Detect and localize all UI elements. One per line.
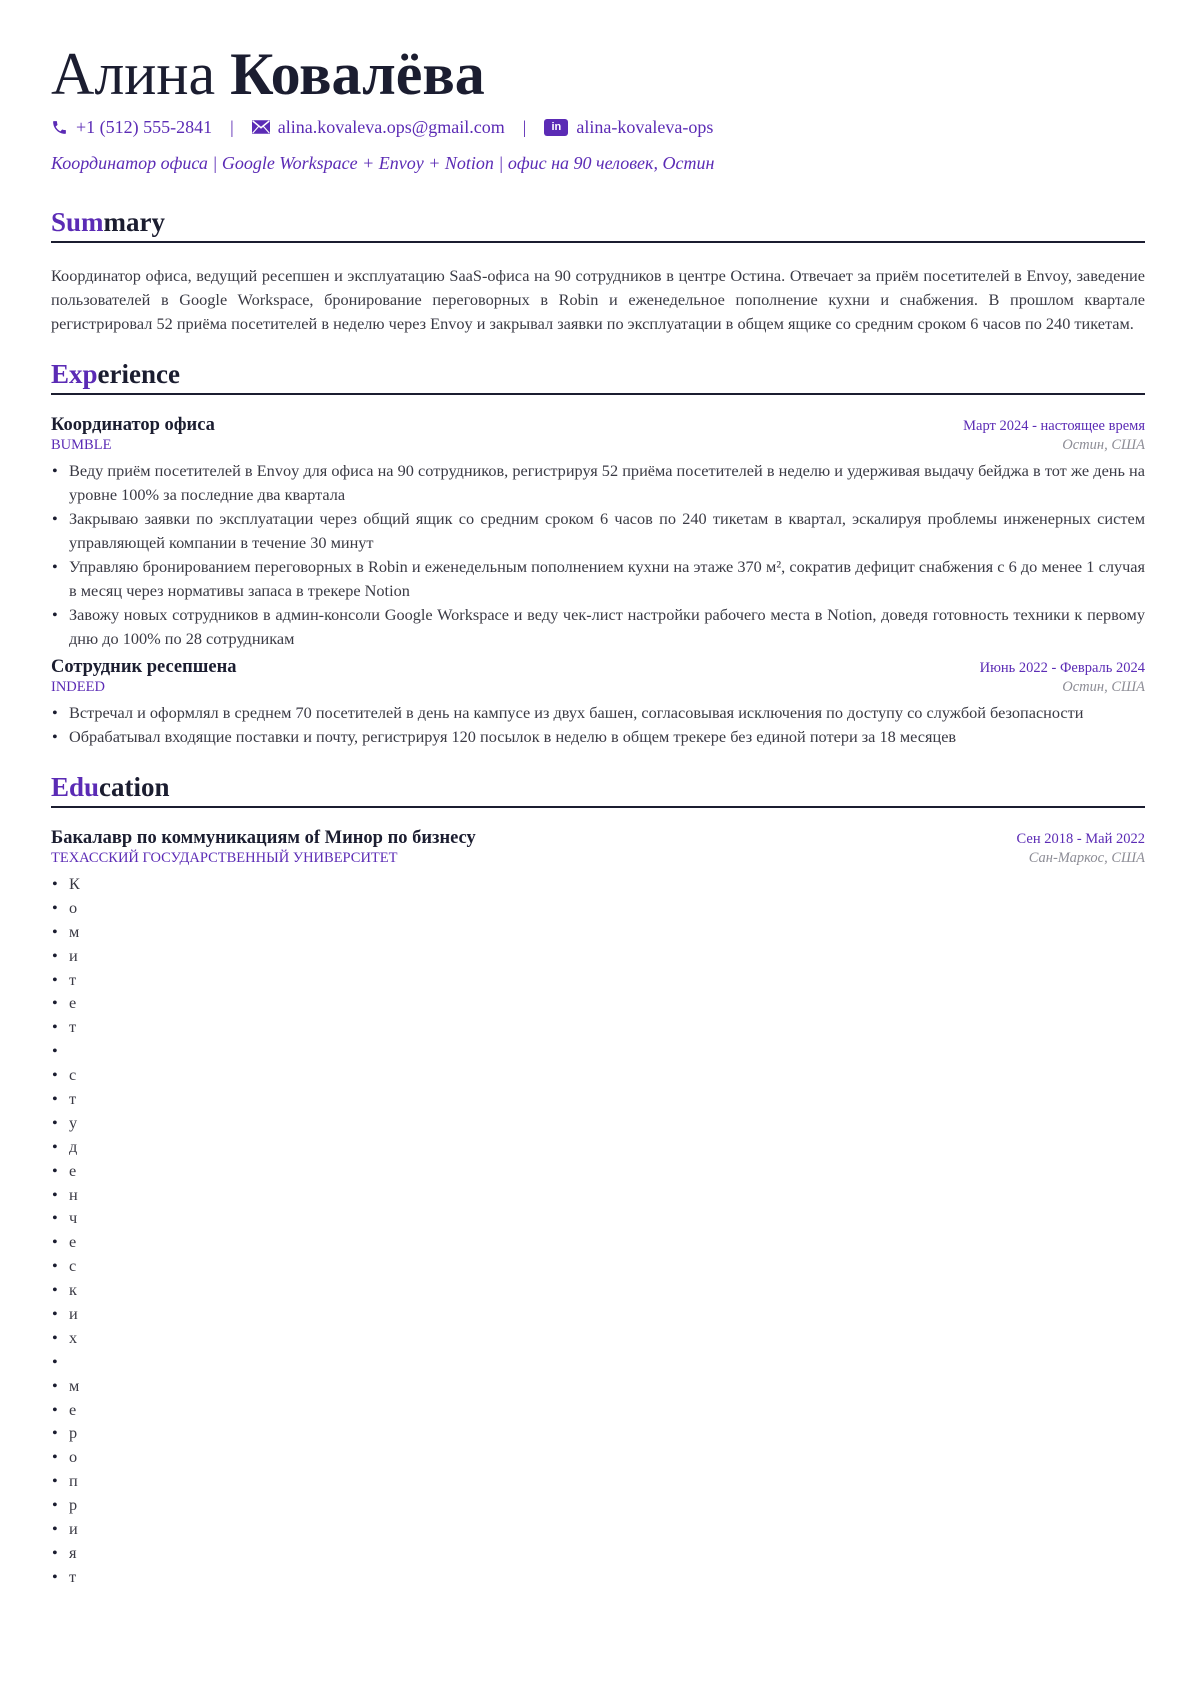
job-entry (51, 415, 1145, 651)
job-header (51, 415, 1145, 436)
education-bullet: • я (51, 1541, 1145, 1565)
section-title-accent: Sum (51, 207, 104, 237)
education-bullet: • о (51, 1445, 1145, 1469)
education-bullet: • т (51, 1087, 1145, 1111)
job-bullet: • Завожу новых сотрудников в админ-консоли Google Workspace и веду чек-лист настройки рабочего места в Notion, доведя готовность техники к первому дню до 100% по 28 сотрудникам (51, 603, 1145, 651)
education-bullet: • и (51, 1517, 1145, 1541)
email-link[interactable]: alina.kovaleva.ops@gmail.com (277, 116, 505, 137)
candidate-name (51, 38, 1145, 110)
education-bullet: • е (51, 1159, 1145, 1183)
phone-link[interactable]: +1 (512) 555-2841 (76, 116, 213, 137)
section-title-rest: cation (99, 772, 170, 802)
education-bullet: • р (51, 1421, 1145, 1445)
section-title-education (51, 770, 1145, 804)
education-bullet: • е (51, 1230, 1145, 1254)
education-bullet: • д (51, 1135, 1145, 1159)
school-name: ТЕХАССКИЙ ГОСУДАРСТВЕННЫЙ УНИВЕРСИТЕТ (51, 850, 398, 866)
degree-title: Бакалавр по коммуникациям of Минор по бизнесу (51, 828, 476, 848)
education-bullet: • о (51, 896, 1145, 920)
job-bullet: • Управляю бронированием переговорных в Robin и еженедельным пополнением кухни на этаже 370 м², сократив дефицит снабжения с 6 до менее 1 случая в месяц через нормативы запаса в трекере Notion (51, 555, 1145, 603)
education-dates: Сен 2018 - Май 2022 (1016, 831, 1145, 847)
job-subheader (51, 679, 1145, 696)
job-location: Остин, США (1062, 437, 1145, 453)
job-title: Сотрудник ресепшена (51, 657, 237, 677)
education-section (51, 770, 1145, 1589)
education-bullet (51, 1350, 1145, 1374)
education-bullet: • м (51, 1374, 1145, 1398)
job-header (51, 657, 1145, 678)
phone-icon (51, 119, 68, 136)
linkedin-badge: in (544, 119, 568, 136)
education-bullet: • н (51, 1183, 1145, 1207)
section-title-accent: Exp (51, 359, 98, 389)
job-bullets (51, 701, 1145, 749)
envelope-icon (252, 120, 270, 134)
job-dates: Июнь 2022 - Февраль 2024 (979, 660, 1145, 676)
education-location: Сан-Маркос, США (1028, 850, 1145, 866)
education-bullet: • с (51, 1063, 1145, 1087)
section-title-experience (51, 357, 1145, 391)
section-divider (51, 393, 1145, 395)
summary-text: Координатор офиса, ведущий ресепшен и эксплуатацию SaaS-офиса на 90 сотрудников в центре Остина. Отвечает за приём посетителей в Envoy, заведение пользователей в Google Workspace, бронирование переговорных в Robin и еженедельное пополнение кухни и снабжения. В прошлом квартале регистрировал 52 приёма посетителей в неделю через Envoy и закрывал заявки по эксплуатации в общем ящике со средним сроком 6 часов по 240 тикетам. (51, 266, 1145, 333)
education-entry (51, 828, 1145, 1589)
education-bullet: • и (51, 944, 1145, 968)
resume-content (51, 0, 1145, 1589)
experience-section (51, 357, 1145, 749)
education-bullet: • т (51, 1565, 1145, 1589)
job-subheader (51, 437, 1145, 454)
job-location: Остин, США (1062, 679, 1145, 695)
education-bullet: • е (51, 1398, 1145, 1422)
linkedin-icon (544, 119, 568, 136)
summary-section (51, 205, 1145, 336)
education-subheader (51, 850, 1145, 867)
job-bullets (51, 459, 1145, 651)
first-name: Алина (51, 41, 216, 107)
education-bullet: • е (51, 991, 1145, 1015)
linkedin-link[interactable]: alina-kovaleva-ops (576, 116, 714, 137)
section-title-accent: Edu (51, 772, 100, 802)
education-bullet: • т (51, 1015, 1145, 1039)
education-bullet: • т (51, 968, 1145, 992)
job-bullet: • Обрабатывал входящие поставки и почту, регистрируя 120 посылок в неделю в общем трекере без единой потери за 18 месяцев (51, 725, 1145, 749)
education-header (51, 828, 1145, 849)
contact-separator: | (230, 116, 234, 137)
education-bullet: • к (51, 1278, 1145, 1302)
job-bullet: • Встречал и оформлял в среднем 70 посетителей в день на кампусе из двух башен, согласовывая исключения по доступу со службой безопасности (51, 701, 1145, 725)
job-title: Координатор офиса (51, 415, 215, 435)
job-bullet: • Закрываю заявки по эксплуатации через общий ящик со средним сроком 6 часов по 240 тикетам в квартал, эскалируя проблемы инженерных систем управляющей компании в течение 30 минут (51, 507, 1145, 555)
education-bullet: • и (51, 1302, 1145, 1326)
education-bullet: • К (51, 872, 1145, 896)
section-title-rest: mary (103, 207, 166, 237)
education-bullet: • ч (51, 1206, 1145, 1230)
section-divider (51, 241, 1145, 243)
education-bullet: • п (51, 1469, 1145, 1493)
job-entry (51, 657, 1145, 749)
job-company: INDEED (51, 679, 105, 695)
job-bullet: • Веду приём посетителей в Envoy для офиса на 90 сотрудников, регистрируя 52 приёма посетителей в неделю и удерживая выдачу бейджа в тот же день на уровне 100% за последние два квартала (51, 459, 1145, 507)
section-divider (51, 806, 1145, 808)
contact-line (51, 115, 1145, 139)
last-name: Ковалёва (230, 41, 485, 107)
education-bullets (51, 872, 1145, 1589)
headline-tagline: Координатор офиса | Google Workspace + Envoy + Notion | офис на 90 человек, Остин (51, 153, 715, 173)
education-bullet (51, 1039, 1145, 1063)
education-bullet: • р (51, 1493, 1145, 1517)
section-title-summary (51, 205, 1145, 239)
education-bullet: • у (51, 1111, 1145, 1135)
education-bullet: • с (51, 1254, 1145, 1278)
job-company: BUMBLE (51, 437, 112, 453)
job-dates: Март 2024 - настоящее время (963, 418, 1145, 434)
education-bullet: • м (51, 920, 1145, 944)
contact-separator: | (522, 116, 527, 137)
section-title-rest: erience (97, 359, 180, 389)
education-bullet: • х (51, 1326, 1145, 1350)
